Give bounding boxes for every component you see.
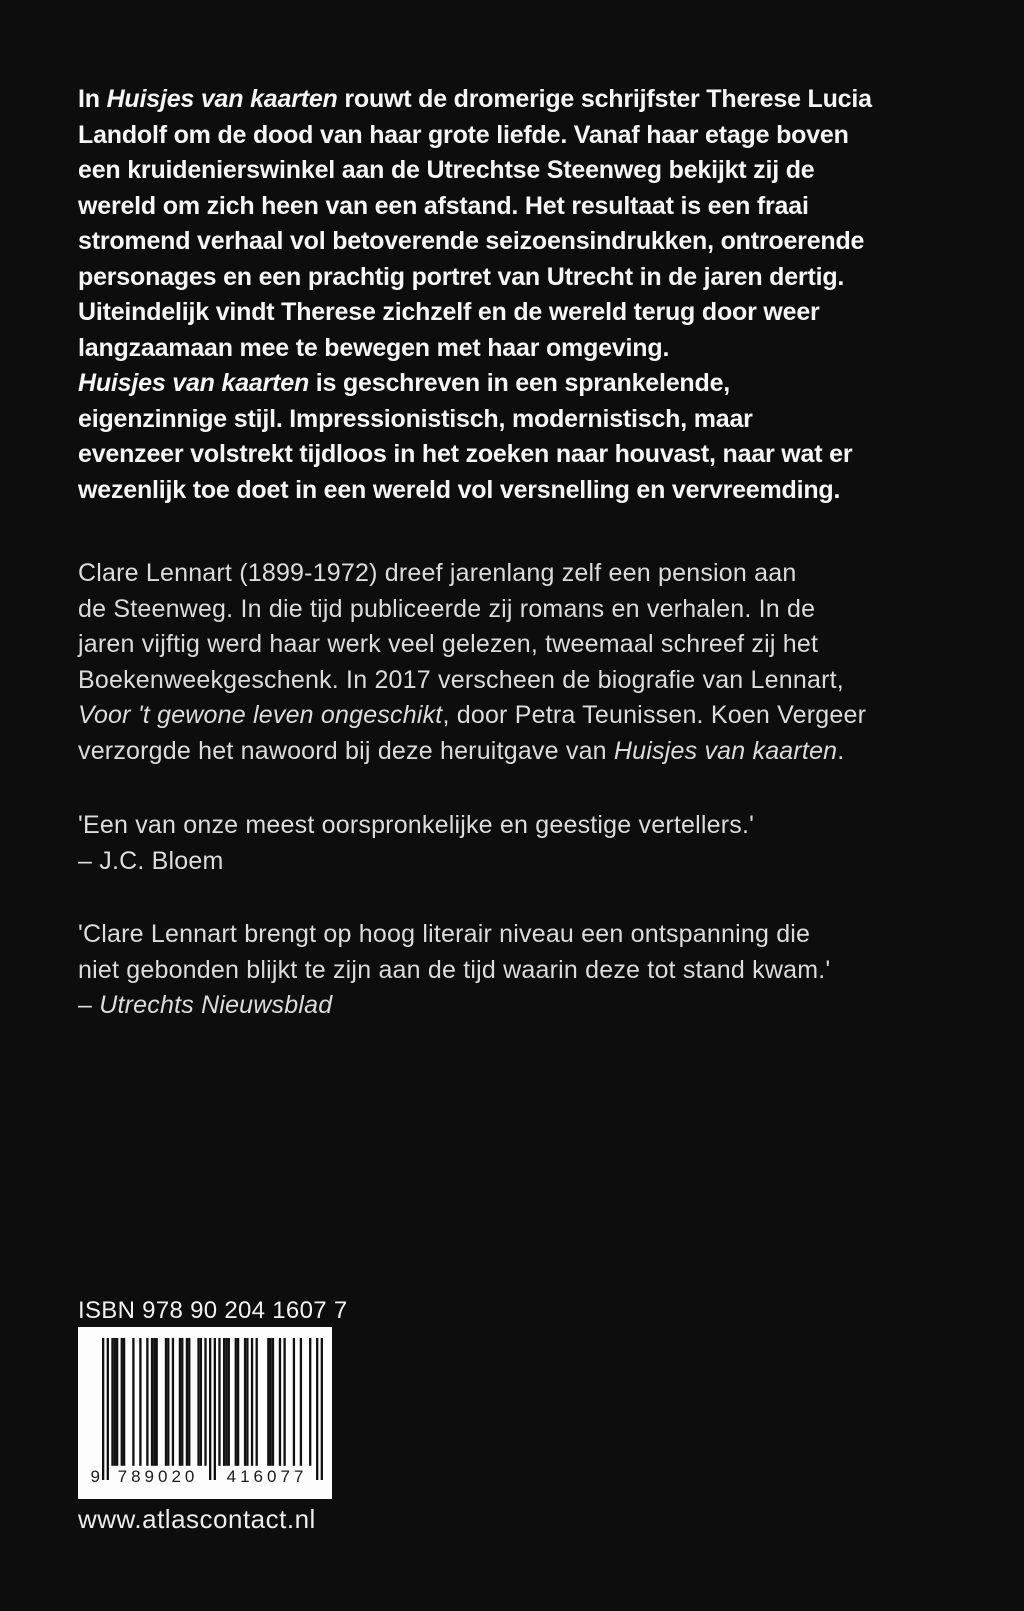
author-bio-paragraph: Clare Lennart (1899-1972) dreef jarenlang zelf een pension aan de Steenweg. In die tijd publiceerde zij romans en verhalen. In de jaren vijftig werd haar werk veel gelezen, tweemaal schreef zij het Boekenweekgeschenk. In 2017 verscheen de biografie van Lennart, Voor 't gewone leven ongeschikt, door Petra Teunissen. Koen Vergeer verzorgde het nawoord bij deze heruitgave van Huisjes van kaarten. xyxy=(78,559,867,765)
barcode-digit-first: 9 xyxy=(90,1467,100,1486)
barcode-digits-left: 789020 xyxy=(117,1467,199,1486)
publisher-website: www.atlascontact.nl xyxy=(78,1504,316,1534)
barcode-digits xyxy=(78,1467,332,1491)
blurb-paragraph: In Huisjes van kaarten rouwt de dromerige schrijfster Therese Lucia Landolf om de dood van haar grote liefde. Vanaf haar etage boven een kruidenierswinkel aan de Utrechtse Steenweg bekijkt zij de wereld om zich heen van een afstand. Het resultaat is een fraai stromend verhaal vol betoverende seizoensindrukken, ontroerende personages en een prachtig portret van Utrecht in de jaren dertig. Uiteindelijk vindt Therese zichzelf en de wereld terug door weer langzaamaan mee te bewegen met haar omgeving. Huisjes van kaarten is geschreven in een sprankelende, eigenzinnige stijl. Impressionistisch, modernistisch, maar evenzeer volstrekt tijdloos in het zoeken naar houvast, naar wat er wezenlijk toe doet in een wereld vol versnelling en vervreemding. xyxy=(78,85,872,504)
review-quote-utrechts-nieuwsblad: 'Clare Lennart brengt op hoog literair niveau een ontspanning die niet gebonden blijkt te zijn aan de tijd waarin deze tot stand kwam.' – Utrechts Nieuwsblad xyxy=(78,920,831,1019)
barcode-bars-icon xyxy=(102,1338,323,1480)
review-quote-bloem: 'Een van onze meest oorspronkelijke en geestige vertellers.' – J.C. Bloem xyxy=(78,811,755,875)
isbn-label: ISBN 978 90 204 1607 7 xyxy=(78,1297,348,1324)
barcode-digits-right: 416077 xyxy=(226,1467,308,1486)
barcode xyxy=(78,1327,332,1499)
